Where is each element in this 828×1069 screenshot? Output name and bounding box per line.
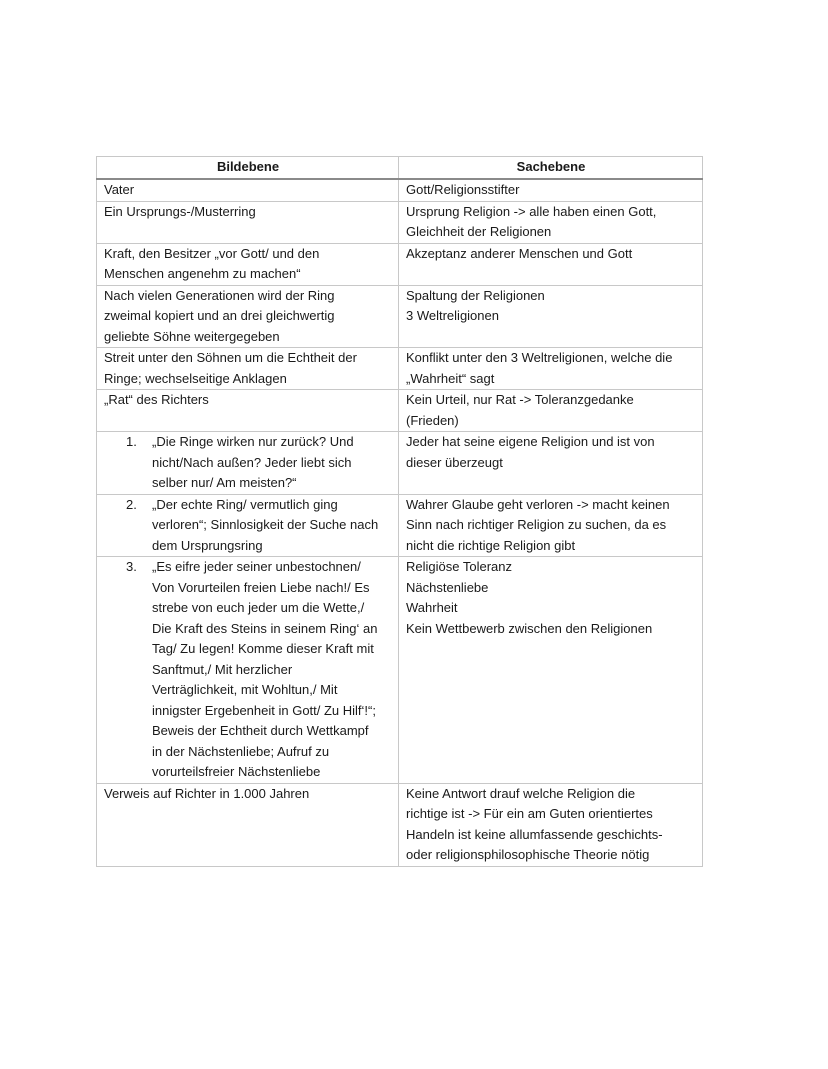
- cell-text-line: Tag/ Zu legen! Komme dieser Kraft mit: [152, 641, 374, 656]
- cell-text-line: richtige ist -> Für ein am Guten orientiertes: [406, 806, 653, 821]
- sachebene-cell: [399, 243, 703, 285]
- table-row: [97, 783, 703, 866]
- sachebene-cell: [399, 557, 703, 784]
- sachebene-cell: [399, 494, 703, 557]
- cell-text-line: Ursprung Religion -> alle haben einen Gott,: [406, 203, 657, 219]
- cell-text-line: Kraft, den Besitzer „vor Gott/ und den: [104, 245, 320, 261]
- cell-text-line: strebe von euch jeder um die Wette,/: [152, 600, 365, 615]
- cell-text-line: „Rat“ des Richters: [104, 392, 209, 407]
- cell-text-line: nicht die richtige Religion gibt: [406, 537, 576, 553]
- cell-text-line: dem Ursprungsring: [152, 537, 263, 553]
- cell-text-line: „Der echte Ring/ vermutlich ging: [152, 496, 338, 512]
- table-row: [97, 494, 703, 557]
- item-number: 1.: [126, 434, 137, 449]
- cell-text-line: Handeln ist keine allumfassende geschichts-: [406, 826, 663, 842]
- table-row: [97, 390, 703, 432]
- bildebene-cell: [97, 494, 399, 557]
- cell-text-line: 3 Weltreligionen: [406, 308, 499, 323]
- sachebene-cell: [399, 201, 703, 243]
- cell-text-line: Menschen angenehm zu machen“: [104, 266, 301, 281]
- sachebene-cell: [399, 390, 703, 432]
- cell-text-line: Sanftmut,/ Mit herzlicher: [152, 661, 293, 677]
- bildebene-cell: [97, 179, 399, 201]
- numbered-item: [104, 432, 392, 494]
- cell-text-line: Gott/Religionsstifter: [406, 182, 520, 197]
- item-number: 3.: [126, 559, 137, 574]
- comparison-table: [96, 156, 703, 867]
- cell-text-line: „Wahrheit“ sagt: [406, 370, 495, 386]
- table-row: [97, 243, 703, 285]
- cell-text-line: Wahrer Glaube geht verloren -> macht keinen: [406, 496, 670, 512]
- bildebene-cell: [97, 390, 399, 432]
- cell-text-line: Ringe; wechselseitige Anklagen: [104, 370, 287, 386]
- bildebene-cell: [97, 783, 399, 866]
- header-sachebene: Sachebene: [399, 157, 703, 180]
- cell-text-line: (Frieden): [406, 412, 459, 428]
- cell-text-line: „Die Ringe wirken nur zurück? Und: [152, 434, 354, 449]
- cell-text-line: Nach vielen Generationen wird der Ring: [104, 287, 335, 303]
- cell-text-line: innigster Ergebenheit in Gott/ Zu Hilf‘!“;: [152, 702, 376, 718]
- table-row: [97, 285, 703, 348]
- cell-text-line: zweimal kopiert und an drei gleichwertig: [104, 308, 335, 323]
- cell-text-line: Verträglichkeit, mit Wohltun,/ Mit: [152, 682, 338, 697]
- item-number: 2.: [126, 496, 137, 512]
- cell-text-line: Religiöse Toleranz: [406, 559, 512, 574]
- cell-text-line: Keine Antwort drauf welche Religion die: [406, 785, 636, 801]
- cell-text-line: Verweis auf Richter in 1.000 Jahren: [104, 785, 310, 801]
- bildebene-cell: [97, 557, 399, 784]
- cell-text-line: oder religionsphilosophische Theorie nötig: [406, 847, 650, 862]
- cell-text-line: Spaltung der Religionen: [406, 287, 545, 303]
- table-body: [97, 179, 703, 866]
- bildebene-cell: [97, 243, 399, 285]
- table-row: [97, 557, 703, 784]
- sachebene-cell: [399, 783, 703, 866]
- cell-text-line: Nächstenliebe: [406, 579, 489, 595]
- cell-text-line: Konflikt unter den 3 Weltreligionen, welche die: [406, 350, 673, 365]
- numbered-item: [104, 495, 392, 557]
- bildebene-cell: [97, 432, 399, 495]
- header-bildebene: Bildebene: [97, 157, 399, 180]
- table-row: [97, 348, 703, 390]
- cell-text-line: Gleichheit der Religionen: [406, 224, 552, 239]
- cell-text-line: Kein Urteil, nur Rat -> Toleranzgedanke: [406, 392, 634, 407]
- cell-text-line: Sinn nach richtiger Religion zu suchen, da es: [406, 517, 667, 532]
- cell-text-line: vorurteilsfreier Nächstenliebe: [152, 764, 321, 779]
- bildebene-cell: [97, 285, 399, 348]
- sachebene-cell: [399, 285, 703, 348]
- table-header-row: [97, 157, 703, 180]
- cell-text-line: Jeder hat seine eigene Religion und ist von: [406, 434, 655, 449]
- item-text: [152, 432, 392, 494]
- bildebene-cell: [97, 348, 399, 390]
- numbered-item: [104, 557, 392, 783]
- item-text: [152, 557, 392, 783]
- cell-text-line: verloren“; Sinnlosigkeit der Suche nach: [152, 517, 379, 532]
- cell-text-line: nicht/Nach außen? Jeder liebt sich: [152, 454, 352, 470]
- table-row: [97, 179, 703, 201]
- sachebene-cell: [399, 348, 703, 390]
- cell-text-line: Die Kraft des Steins in seinem Ring‘ an: [152, 620, 378, 636]
- cell-text-line: selber nur/ Am meisten?“: [152, 475, 297, 490]
- sachebene-cell: [399, 432, 703, 495]
- cell-text-line: „Es eifre jeder seiner unbestochnen/: [152, 559, 361, 574]
- item-text: [152, 495, 392, 557]
- cell-text-line: Ein Ursprungs-/Musterring: [104, 203, 256, 219]
- table-row: [97, 201, 703, 243]
- cell-text-line: in der Nächstenliebe; Aufruf zu: [152, 743, 330, 759]
- cell-text-line: Beweis der Echtheit durch Wettkampf: [152, 723, 369, 738]
- sachebene-cell: [399, 179, 703, 201]
- cell-text-line: Streit unter den Söhnen um die Echtheit der: [104, 350, 357, 365]
- cell-text-line: Vater: [104, 182, 135, 197]
- cell-text-line: dieser überzeugt: [406, 454, 503, 470]
- cell-text-line: Akzeptanz anderer Menschen und Gott: [406, 245, 633, 261]
- table-row: [97, 432, 703, 495]
- cell-text-line: geliebte Söhne weitergegeben: [104, 328, 280, 344]
- cell-text-line: Kein Wettbewerb zwischen den Religionen: [406, 620, 653, 636]
- cell-text-line: Wahrheit: [406, 600, 458, 615]
- cell-text-line: Von Vorurteilen freien Liebe nach!/ Es: [152, 579, 370, 595]
- bildebene-cell: [97, 201, 399, 243]
